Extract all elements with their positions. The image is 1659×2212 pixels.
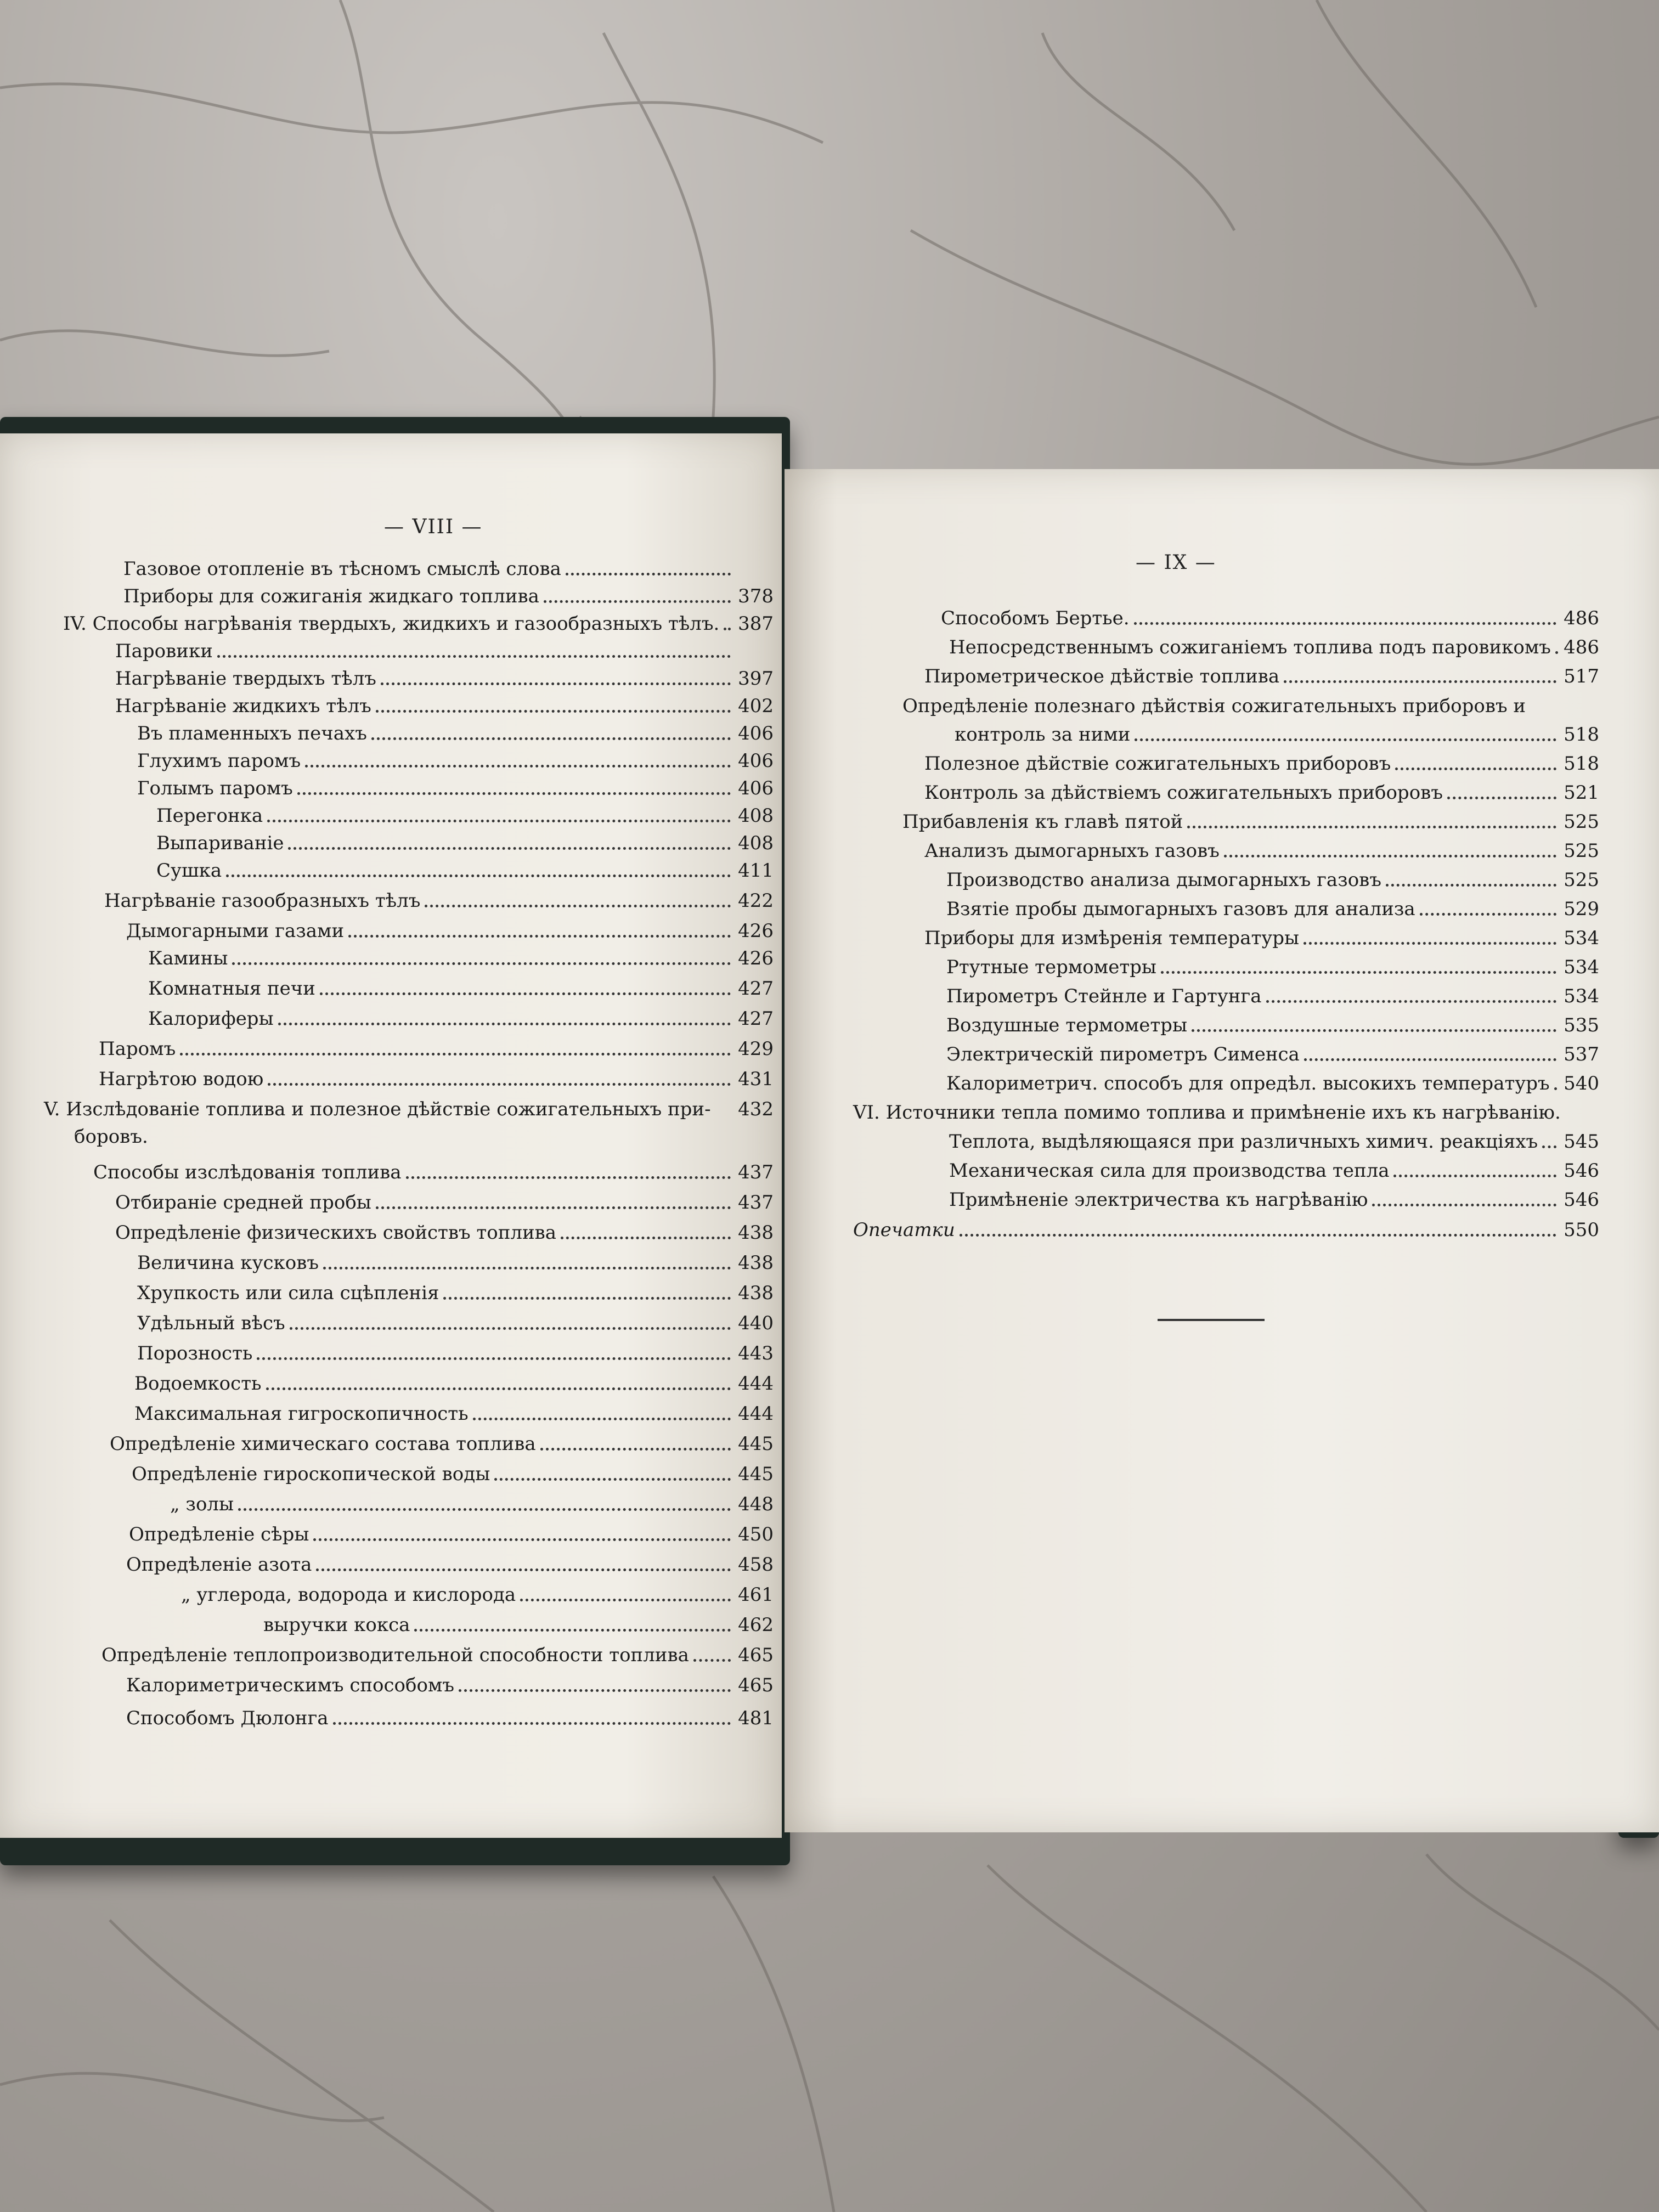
separator-rule [1158, 1319, 1265, 1321]
leader-dots [1395, 768, 1556, 770]
toc-entry-page: 422 [738, 890, 774, 912]
leader-dots [266, 1387, 731, 1390]
leader-dots [1284, 680, 1556, 683]
leader-dots [693, 1659, 731, 1662]
leader-dots [232, 962, 731, 965]
toc-entry-page: 402 [738, 695, 774, 717]
toc-entry-label: Электрическій пирометръ Сименса [946, 1043, 1300, 1065]
toc-entry-label: выручки кокса [263, 1614, 410, 1636]
toc-entry-page: 546 [1564, 1189, 1599, 1211]
toc-entry-label: Способомъ Бертье. [941, 607, 1130, 629]
toc-entry-label: боровъ. [74, 1126, 148, 1148]
leader-dots [268, 1083, 731, 1086]
toc-entry [101, 1638, 774, 1666]
toc-entry [129, 1517, 774, 1545]
toc-entry [115, 689, 774, 717]
toc-entry-page: 426 [738, 920, 774, 942]
toc-entry [63, 606, 774, 635]
leader-dots [238, 1508, 731, 1511]
toc-entry [924, 775, 1599, 804]
toc-entry-page: 546 [1564, 1160, 1599, 1182]
toc-entry-label: Отбираніе средней пробы [115, 1192, 371, 1214]
toc-entry-page: 443 [738, 1342, 774, 1364]
toc-entry [134, 1366, 774, 1395]
leader-dots [520, 1599, 731, 1601]
leader-dots [316, 1568, 731, 1571]
leader-dots [459, 1689, 731, 1692]
toc-entry [148, 1001, 774, 1030]
leader-dots [226, 874, 731, 877]
leader-dots [313, 1538, 731, 1541]
toc-entry [115, 634, 774, 662]
toc-entry-page: 534 [1564, 956, 1599, 978]
toc-entry [44, 1092, 774, 1120]
leader-dots [1372, 1204, 1556, 1206]
toc-entry [170, 1487, 774, 1515]
toc-entry-page: 486 [1564, 607, 1599, 629]
toc-entry [148, 941, 774, 969]
toc-entry-label: Производство анализа дымогарныхъ газовъ [946, 869, 1381, 891]
toc-entry-label: Взятіе пробы дымогарныхъ газовъ для анализа [946, 898, 1415, 920]
toc-entry [148, 971, 774, 1000]
toc-entry-page: 444 [738, 1373, 774, 1395]
leader-dots [323, 1267, 731, 1269]
toc-entry-page: 529 [1564, 898, 1599, 920]
leader-dots [724, 628, 731, 630]
toc-entry-page: 438 [738, 1282, 774, 1304]
toc-entry-label: Нагрѣваніе жидкихъ тѣлъ [115, 695, 371, 717]
leader-dots [561, 1237, 731, 1239]
toc-entry-page: 486 [1564, 636, 1599, 658]
toc-entry-label: Газовое отопленіе въ тѣсномъ смыслѣ слова [123, 558, 561, 580]
toc-entry [946, 979, 1599, 1007]
toc-entry-label: Нагрѣваніе газообразныхъ тѣлъ [104, 890, 421, 912]
toc-entry [946, 891, 1599, 920]
toc-entry [126, 1668, 774, 1696]
leader-dots [540, 1448, 731, 1451]
toc-entry [924, 746, 1599, 775]
toc-entry-page: 537 [1564, 1043, 1599, 1065]
toc-entry-page: 408 [738, 832, 774, 854]
toc-entry [137, 1245, 774, 1274]
toc-entry [123, 551, 774, 580]
toc-entry-label: Комнатныя печи [148, 978, 315, 1000]
toc-entry-label: Непосредственнымъ сожиганіемъ топлива подъ паровикомъ [949, 636, 1551, 658]
toc-entry [123, 579, 774, 607]
leader-dots [406, 1176, 731, 1179]
toc-entry-page: 431 [738, 1068, 774, 1090]
toc-entry-page: 406 [738, 750, 774, 772]
leader-dots [180, 1053, 731, 1056]
leader-dots [544, 600, 731, 603]
toc-entry-label: Величина кусковъ [137, 1252, 319, 1274]
toc-entry-label: Перегонка [156, 805, 263, 827]
leader-dots [1266, 1000, 1557, 1003]
toc-entry-label: Анализъ дымогарныхъ газовъ [924, 840, 1220, 862]
toc-entry [126, 1547, 774, 1576]
toc-entry-label: Въ пламенныхъ печахъ [137, 723, 367, 744]
toc-entry [99, 1062, 774, 1090]
toc-entry [902, 689, 1599, 717]
toc-entry [853, 1212, 1599, 1241]
toc-entry-label: Приборы для измѣренія температуры [924, 927, 1300, 949]
leader-dots [297, 792, 731, 795]
toc-entry [137, 743, 774, 772]
toc-entry [104, 883, 774, 912]
toc-entry-label: Глухимъ паромъ [137, 750, 301, 772]
toc-entry [137, 1336, 774, 1364]
toc-entry [156, 853, 774, 882]
toc-entry [263, 1607, 774, 1636]
toc-entry-label: Калориметрическимъ способомъ [126, 1674, 455, 1696]
toc-entry-page: 518 [1564, 753, 1599, 775]
toc-entry-label: Голымъ паромъ [137, 777, 293, 799]
toc-entry-label: Максимальная гигроскопичность [134, 1403, 469, 1425]
toc-entry-label: Паромъ [99, 1038, 176, 1060]
toc-entry-label: Сушка [156, 860, 222, 882]
toc-entry [115, 661, 774, 690]
toc-entry-page: 427 [738, 978, 774, 1000]
page-header: — IX — [1136, 551, 1216, 574]
toc-entry-page: 406 [738, 777, 774, 799]
toc-entry-page: 406 [738, 723, 774, 744]
leader-dots [1224, 855, 1556, 857]
toc-entry-page: 534 [1564, 985, 1599, 1007]
toc-entry-page: 525 [1564, 811, 1599, 833]
toc-entry [115, 1215, 774, 1244]
page-header: — VIII — [384, 516, 483, 538]
toc-entry-page: 525 [1564, 869, 1599, 891]
toc-entry [946, 1008, 1599, 1036]
toc-entry-label: Опредѣленіе химическаго состава топлива [110, 1433, 536, 1455]
toc-entry [110, 1426, 774, 1455]
toc-entry-label: Опредѣленіе физическихъ свойствъ топлива [115, 1222, 557, 1244]
leader-dots [305, 765, 731, 768]
leader-dots [1134, 622, 1556, 625]
leader-dots [1386, 884, 1556, 887]
toc-entry [156, 798, 774, 827]
toc-entry-label: Контроль за дѣйствіемъ сожигательныхъ приборовъ [924, 782, 1443, 804]
leader-dots [217, 655, 731, 658]
toc-entry-page: 378 [738, 585, 774, 607]
leader-dots [1420, 913, 1556, 916]
leader-dots [1161, 971, 1556, 974]
leader-dots [267, 820, 731, 822]
leader-dots [278, 1023, 731, 1025]
toc-entry-page: 440 [738, 1312, 774, 1334]
toc-entry [902, 804, 1599, 833]
leader-dots [1187, 826, 1556, 828]
toc-entry-page: 540 [1564, 1073, 1599, 1094]
leader-dots [1554, 1087, 1556, 1090]
leader-dots [1447, 797, 1556, 799]
toc-entry-label: Пирометрическое дѣйствіе топлива [924, 665, 1280, 687]
toc-entry-page: 429 [738, 1038, 774, 1060]
toc-entry [115, 1185, 774, 1214]
toc-entry-page: 448 [738, 1493, 774, 1515]
toc-entry [946, 1037, 1599, 1065]
toc-entry-label: Опредѣленіе полезнаго дѣйствія сожигательныхъ приборовъ и [902, 695, 1526, 717]
toc-entry-label: Прибавленія къ главѣ пятой [902, 811, 1183, 833]
leader-dots [1304, 1058, 1556, 1061]
leader-dots [1304, 942, 1556, 945]
toc-entry [137, 716, 774, 744]
toc-entry-page: 438 [738, 1222, 774, 1244]
toc-entry-label: Опредѣленіе теплопроизводительной способности топлива [101, 1644, 689, 1666]
toc-entry-page: 427 [738, 1008, 774, 1030]
toc-entry-page: 534 [1564, 927, 1599, 949]
toc-entry [137, 1306, 774, 1334]
toc-entry-page: 525 [1564, 840, 1599, 862]
toc-entry [941, 601, 1599, 629]
toc-entry-label: Ртутные термометры [946, 956, 1156, 978]
toc-entry-label: Удѣльный вѣсъ [137, 1312, 285, 1334]
toc-entry-label: VI. Источники тепла помимо топлива и примѣненіе ихъ къ нагрѣванію. [853, 1102, 1561, 1124]
leader-dots [566, 573, 731, 575]
toc-entry-label: контроль за ними [955, 724, 1131, 746]
right-page [785, 469, 1659, 1832]
leader-dots [320, 992, 731, 995]
toc-entry-page: 426 [738, 947, 774, 969]
toc-entry-page: 465 [738, 1644, 774, 1666]
toc-entry-page: 535 [1564, 1014, 1599, 1036]
toc-entry-page: 458 [738, 1554, 774, 1576]
toc-entry [924, 833, 1599, 862]
toc-entry-page: 397 [738, 668, 774, 690]
toc-entry-label: Нагрѣтою водою [99, 1068, 264, 1090]
toc-entry-label: IV. Способы нагрѣванія твердыхъ, жидкихъ и газообразныхъ тѣлъ. [63, 613, 720, 635]
toc-entry-label: Пирометръ Стейнле и Гартунга [946, 985, 1262, 1007]
leader-dots [414, 1629, 731, 1632]
toc-entry-label: Хрупкость или сила сцѣпленія [137, 1282, 439, 1304]
toc-entry [74, 1119, 774, 1148]
toc-entry-page: 437 [738, 1192, 774, 1214]
toc-entry-label: Калориферы [148, 1008, 274, 1030]
toc-entry [949, 1153, 1599, 1182]
toc-entry-page: 438 [738, 1252, 774, 1274]
toc-entry-label: Способы изслѣдованія топлива [93, 1161, 402, 1183]
left-page [0, 433, 782, 1838]
leader-dots [376, 1206, 731, 1209]
toc-entry-page: 521 [1564, 782, 1599, 804]
toc-entry [126, 1701, 774, 1729]
toc-entry [946, 1066, 1599, 1094]
leader-dots [1393, 1175, 1556, 1177]
toc-entry-label: Опредѣленіе азота [126, 1554, 312, 1576]
toc-entry-label: Паровики [115, 640, 213, 662]
toc-entry [924, 659, 1599, 687]
leader-dots [960, 1234, 1556, 1237]
toc-entry-page: 481 [738, 1707, 774, 1729]
toc-entry [853, 1095, 1599, 1124]
toc-entry-label: Воздушные термометры [946, 1014, 1188, 1036]
toc-entry-label: V. Изслѣдованіе топлива и полезное дѣйствіе сожигательныхъ при- [44, 1098, 711, 1120]
toc-entry [181, 1577, 774, 1606]
toc-entry [156, 826, 774, 854]
toc-entry-page: 545 [1564, 1131, 1599, 1153]
toc-entry [955, 717, 1599, 746]
toc-entry-page: 462 [738, 1614, 774, 1636]
toc-entry-page: 445 [738, 1463, 774, 1485]
leader-dots [1555, 651, 1556, 654]
toc-entry-page: 550 [1564, 1219, 1599, 1241]
toc-entry-page: 432 [738, 1098, 774, 1120]
leader-dots [257, 1357, 731, 1360]
toc-entry-label: Опредѣленіе гироскопической воды [132, 1463, 490, 1485]
toc-entry [924, 921, 1599, 949]
leader-dots [288, 847, 731, 850]
toc-entry-label: Способомъ Дюлонга [126, 1707, 329, 1729]
toc-entry-label: Опредѣленіе сѣры [129, 1523, 309, 1545]
leader-dots [425, 905, 731, 907]
toc-entry [126, 913, 774, 942]
leader-dots [290, 1327, 731, 1330]
toc-entry-label: Выпариваніе [156, 832, 284, 854]
toc-entry [949, 630, 1599, 658]
toc-entry-page: 450 [738, 1523, 774, 1545]
toc-entry-label: Водоемкость [134, 1373, 262, 1395]
leader-dots [1192, 1029, 1556, 1032]
toc-entry-label: Механическая сила для производства тепла [949, 1160, 1390, 1182]
toc-entry [99, 1031, 774, 1060]
toc-entry [134, 1396, 774, 1425]
toc-entry-page: 445 [738, 1433, 774, 1455]
leader-dots [333, 1722, 731, 1725]
leader-dots [494, 1478, 731, 1481]
leader-dots [348, 935, 731, 938]
toc-entry-label: „ золы [170, 1493, 234, 1515]
toc-entry-page: 518 [1564, 724, 1599, 746]
toc-entry-label: Полезное дѣйствіе сожигательныхъ приборовъ [924, 753, 1391, 775]
leader-dots [443, 1297, 731, 1300]
toc-entry-page: 387 [738, 613, 774, 635]
toc-entry-page: 408 [738, 805, 774, 827]
toc-entry-label: Дымогарными газами [126, 920, 345, 942]
leader-dots [381, 682, 731, 685]
toc-entry-label: „ углерода, водорода и кислорода [181, 1584, 516, 1606]
toc-entry [137, 1276, 774, 1304]
toc-entry [132, 1457, 774, 1485]
toc-entry-page: 517 [1564, 665, 1599, 687]
toc-entry-label: Калориметрич. способъ для опредѣл. высокихъ температуръ [946, 1073, 1550, 1094]
toc-entry-label: Камины [148, 947, 228, 969]
leader-dots [1542, 1146, 1556, 1148]
toc-entry [946, 862, 1599, 891]
toc-entry-page: 411 [738, 860, 774, 882]
toc-entry [946, 950, 1599, 978]
leader-dots [473, 1418, 731, 1420]
leader-dots [371, 737, 731, 740]
toc-entry-label: Нагрѣваніе твердыхъ тѣлъ [115, 668, 376, 690]
leader-dots [1135, 738, 1556, 741]
toc-entry-page: 461 [738, 1584, 774, 1606]
toc-entry-page: 465 [738, 1674, 774, 1696]
toc-entry [93, 1155, 774, 1183]
toc-entry-label: Порозность [137, 1342, 253, 1364]
toc-entry [137, 771, 774, 799]
toc-entry-label: Опечатки [853, 1219, 955, 1241]
toc-entry-label: Примѣненіе электричества къ нагрѣванію [949, 1189, 1368, 1211]
toc-entry-page: 444 [738, 1403, 774, 1425]
toc-entry-label: Приборы для сожиганія жидкаго топлива [123, 585, 539, 607]
toc-entry [949, 1124, 1599, 1153]
toc-entry-page: 437 [738, 1161, 774, 1183]
leader-dots [376, 710, 731, 713]
toc-entry [949, 1182, 1599, 1211]
toc-entry-label: Теплота, выдѣляющаяся при различныхъ химич. реакціяхъ [949, 1131, 1538, 1153]
